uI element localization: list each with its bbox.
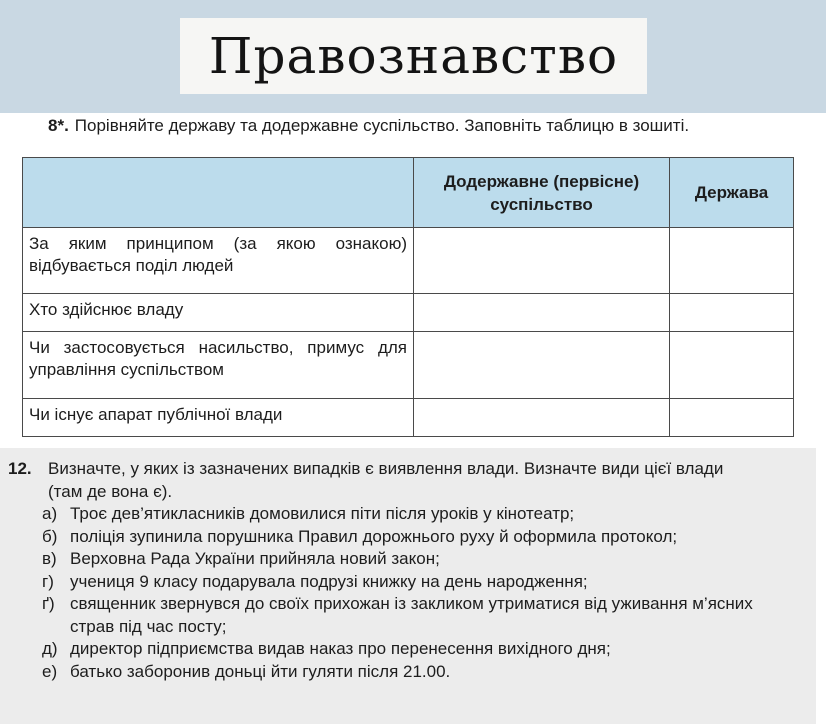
- table-row: [23, 294, 794, 332]
- option-letter: б): [42, 526, 58, 546]
- list-item: [0, 503, 760, 526]
- pre-state-answer-cell: [414, 294, 670, 332]
- task-8: [48, 116, 689, 136]
- list-item: [0, 661, 760, 684]
- row-question: Чи застосовується насильство, примус для управління суспільством: [23, 332, 414, 398]
- header-state: Держава: [670, 158, 794, 228]
- header-empty-cell: [23, 158, 414, 228]
- row-question: Хто здійснює владу: [23, 294, 414, 332]
- page-title: Правознавство: [208, 27, 619, 85]
- option-text: батько заборонив доньці йти гуляти після 21.00.: [70, 661, 451, 681]
- list-item: [0, 593, 760, 638]
- table-row: [23, 398, 794, 436]
- pre-state-answer-cell: [414, 332, 670, 398]
- task-12: [0, 458, 760, 683]
- state-answer-cell: [670, 228, 794, 294]
- option-letter: в): [42, 549, 57, 568]
- state-answer-cell: [670, 398, 794, 436]
- row-question: Чи існує апарат публічної влади: [23, 398, 414, 436]
- list-item: [0, 638, 760, 661]
- option-letter: ґ): [42, 594, 55, 613]
- option-text: учениця 9 класу подарувала подрузі книжку на день народження;: [70, 571, 588, 591]
- header-pre-state-society: Додержавне (первісне) суспільство: [414, 158, 670, 228]
- pre-state-answer-cell: [414, 228, 670, 294]
- list-item: [0, 548, 760, 571]
- option-letter: а): [42, 504, 58, 523]
- option-text: священник звернувся до своїх прихожан із закликом утриматися від уживання м’ясних страв під час посту;: [70, 594, 753, 636]
- title-box: [180, 18, 647, 94]
- task-8-number: 8*.: [48, 116, 69, 135]
- task-8-text: Порівняйте державу та додержавне суспільство. Заповніть таблицю в зошиті.: [74, 116, 690, 135]
- option-text: Троє дев’ятикласників домовилися піти після уроків у кінотеатр;: [70, 504, 575, 523]
- option-text: Верховна Рада України прийняла новий закон;: [70, 549, 440, 568]
- task-12-number: 12.: [8, 459, 32, 478]
- table-row: [23, 332, 794, 398]
- option-text: директор підприємства видав наказ про перенесення вихідного дня;: [70, 639, 611, 658]
- option-text: поліція зупинила порушника Правил дорожнього руху й оформила протокол;: [70, 526, 678, 546]
- state-answer-cell: [670, 332, 794, 398]
- list-item: [0, 526, 760, 549]
- table-header-row: [23, 158, 794, 228]
- task-12-text: Визначте, у яких із зазначених випадків є виявлення влади. Визначте види цієї влади (там де вона є).: [48, 459, 724, 501]
- list-item: [0, 571, 760, 594]
- table-row: [23, 228, 794, 294]
- pre-state-answer-cell: [414, 398, 670, 436]
- option-letter: е): [42, 661, 58, 681]
- row-question: За яким принципом (за якою ознакою) відбувається поділ людей: [23, 228, 414, 294]
- comparison-table: [22, 157, 794, 437]
- state-answer-cell: [670, 294, 794, 332]
- task-12-heading: [0, 458, 760, 503]
- option-letter: д): [42, 639, 58, 658]
- option-letter: г): [42, 571, 54, 591]
